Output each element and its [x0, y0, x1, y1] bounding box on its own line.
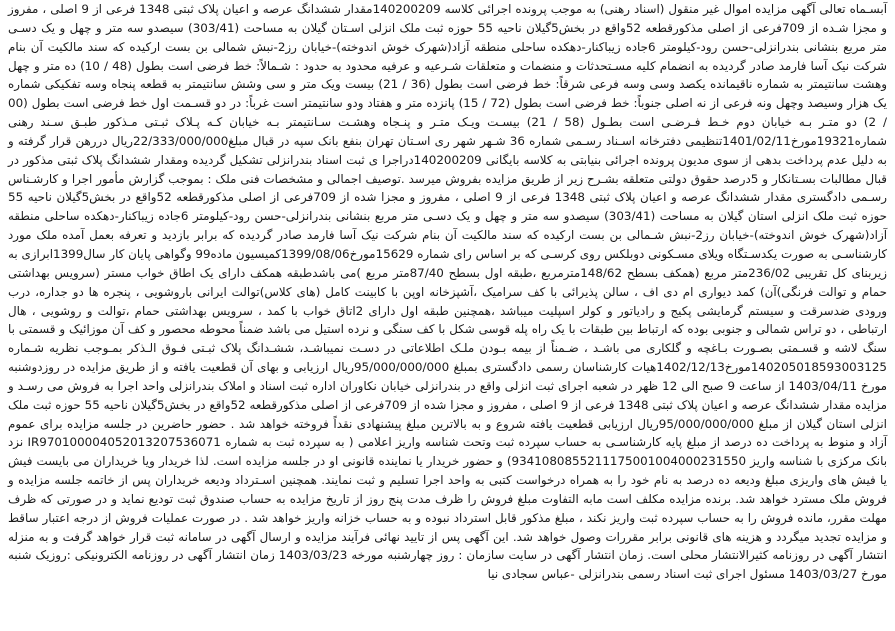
notice-body-text: آبسـماه تعالی آگهی مزایده اموال غیر منقول (اسناد رهنی) به موجب پرونده اجرائی کلاسه 140200209مقدار ششدانگ عرصه و اعیان پلاک ثبتی 1348 فرعی از 9 اصلی ، مفروز و مجزا شـده از 709فرعی از اصلی مذکورقطعه 52واقع در بخش5گیلان ناحیه 55 حوزه ثبت ملک انزلی اسـتان گیلان به مساحت (303/41) سیصدو سه متر و چهل و یک دسـی متر مربع بنشانی بندرانزلی-حسن رود-کیلومتر 6جاده زیباکنار-دهکده ساحلی منطقه آزاد(شهرک خوش اندوخته)-خیابان رز2-نبش شمالی بن بست ارکیده که سند مالکیت آن بنام شرکت نیک آسا فارمد صادر گردیده به انضمام کلیه مسـتحدثات و منضمات و متعلقات شـرعیه و عرفیه محدود به حدود : شـمالاً: خط فرضی است بطول (48 / 10) ده متر و چهل وهشت سانتیمتر به شماره ناقیمانده یکصد وسی وسه فرعی شرقاً: خط فرضی است بطول (36 / 21) بیست ویک متر و سی وشش سانتیمتر به قطعه پنجاه وسه تفکیکی شماره یک هزار وسیصد وچهل ونه فرعی از نه اصلی جنوباً: خط فرضی است بطول (72 / 15) پانزده متر و هفتاد ودو سانتیمتر است غرباً: در دو قسـمت اول خط فرضی است بطول (00 / 2) دو متـر بـه خیابان دوم خـط فـرضـی است بطـول (58 / 21) بیسـت ویـک متـر و پنـجاه وهشـت سـانتیمتر بـه خیابان کـه پـلاک ثبـتی مـذکور طبـق سـند رهنی شماره19321مورخ1401/02/11تنظیمی دفترخانه اسـناد رسـمی شماره 36 شـهر شهر ری اسـتان تهران بنفع بانک سپه در قبال مبلغ22/333/000/000ریال دررهن قرار گرفته و به دلیل عدم پرداخت بدهی از سوی مدیون پرونده اجرائی بنیابتی به کلاسه بایگانی 140200209دراجرا ی ثبت اسناد بندرانزلی تشکیل گردیده ومقدار ششدانگ پلاک ثبتی مذکور در قبال مطالبات بسـتانکار و 5درصد حقوق دولتی متعلقه بشـرح زیر از طریق مزایده بفروش میرسد .توصیف اجمالی و مشخصات فنی ملک : بموجب گزارش مأمور اجرا و کارشـناس رسـمی دادگستری مقدار ششدانگ عرصه و اعیان پلاک ثبتی 1348 فرعی از 9 اصلی ، مفروز و مجزا شده از 709فرعی از اصلی مذکورقطعه 52واقع در بخش5گیلان ناحیه 55 حوزه ثبت ملک انزلی استان گیلان به مساحت (303/41) سیصدو سه متر و چهل و یک دسـی متر مربع بنشانی بندرانزلی-حسن رود-کیلومتر 6جاده زیباکنار-دهکده ساحلی منطقه آزاد(شهرک خوش اندوخته)-خیابان رز2-نبش شـمالی بن بست ارکیده که سند مالکیت آن بنام شرکت نیک آسا فارمد صادر گردیده که برابر بازدید و تعرفه بعمل آمده ملک مورد کارشناسـی به صورت یکدسـتگاه ویلای مسـکونی دوبلکس روی کرسـی که بر اساس رای شماره 15629مورخ1399/08/06کمیسیون ماده99 وگواهی پایان کار سال1399ابرازی به زیربنای کل تقریبی 236/02متر مربع (همکف بسطح 148/62مترمربع ،طبقه اول بسطح 87/40متر مربع )می باشدطبقه همکف دارای یک اطاق خواب مستر (سرویس بهداشتی حمام و توالت فرنگی)آن) کمد دیواری ام دی اف ، سالن پذیرائی با کف سرامیک ،آشپزخانه اوپن با کابینت کامل (های کلاس)توالت ایرانی باروشویی ، پنجره ها دو جداره، درب ورودی ضدسرقت و سیستم گرمایشی پکیج و رادیاتور و کولر اسپلیت میباشد ،همچنین طبقه اول دارای 2اتاق خواب با کمد ، سرویس بهداشتی حمام ،توالت و روشویی ، هال ارتباطی ، دو تراس شمالی و جنوبی بوده که ارتباط بین طبقات با یک راه پله قوسی شکل با کف سنگی و نرده استیل می باشد ضمناً محوطه محصور و کف آن موزائیک و قسمتی با سنگ لاشه و قسـمتی بصـورت بـاغچه و گلکاری می باشـد ، ضـمناً از بیمه بـودن ملـک اطلاعاتی در دسـت نمیباشـد، ششـدانگ پلاک ثبـتی فـوق الـذکر بمـوجب نظریه شـماره 140205018593003125مورخ1402/12/13هیات کارشناسان رسمی دادگستری بمبلغ 95/000/000/000ریال ارزیابی و بهای آن قطعیت یافته و از طریق مزایده در روزدوشنبه مورخ 1403/04/11 از ساعت 9 صبح الی 12 ظهر در شعبه اجرای ثبت انزلی واقع در بندرانزلی خیابان نکاوران اداره ثبت اسناد و املاک بندرانزلی واحد اجرا به فروش می رسـد و مزایده مقدار ششدانگ عرصه و اعیان پلاک ثبتی 1348 فرعی از 9 اصلی ، مفروز و مجزا شده از 709فرعی از اصلی مذکورقطعه 52واقع در بخش5گیلان ناحیه 55 حوزه ثبت ملک انزلی استان گیلان از مبلغ 95/000/000/000ریال ارزیابی قطعیت یافته شروع و به بالاترین مبلغ پیشنهادی نقداً فروخته خواهد شد . حضور حاضرین در جلسه مزایده برای عموم آزاد و منوط به پرداخت ده درصد از مبلغ پایه کارشناسـی به حساب سپرده ثبت وتحت شناسه واریز اعلامی ( به سپرده ثبت به شماره IR970100004052013207536071 نزد بانک مرکزی با شناسه واریز 9341080855211175001004000231550) و حضور خریدار یا نماینده قانونی او در جلسه مزایده است. لذا خریدار ویا خریداران می بایست فیش یا فیش های واریزی مبلغ ودیعه ده درصد به نام خود را به همراه درخواست کتبی به واحد اجرا تسلیم و ثبت نمایند. همچنین اسـترداد ودیعه خریداران پس از خاتمه جلسه مزایده و فروش ملک مسترد خواهد شد. برنده مزایده مکلف است مابه التفاوت مبلغ فروش را ظرف مدت پنج روز از تاریخ مزایده به حساب صندوق ثبت تودیع نماید و در صورتی که ظرف مهلت مقرر، مانده فروش را به حساب سپرده ثبت واریز نکند ، مبلغ مذکور قابل استرداد نبوده و به حساب خزانه واریز خواهد شد . در صورت عملیات فروش از درجه اعتبار ساقط و مزایده تجدید میگردد و هزینه های قانونی برابر مقررات وصول خواهد شد. این آگهی پس از تایید نهائی فرآیند مزایده و ارسال آگهی در سامانه ثبت قرار خواهد گرفت و به منزله انتشار آگهی در روزنامه کثیرالانتشار محلی است. زمان انتشار آگهی در سایت سازمان : روز چهارشنبه مورخه 1403/03/23 زمان انتشار آگهی در روزنامه الکترونیکی :روزیک شنبه مورخ 1403/03/27 مسئول اجرای ثبت اسناد رسمی بندرانزلی -عباس سجادی نیا [8, 2, 888, 582]
